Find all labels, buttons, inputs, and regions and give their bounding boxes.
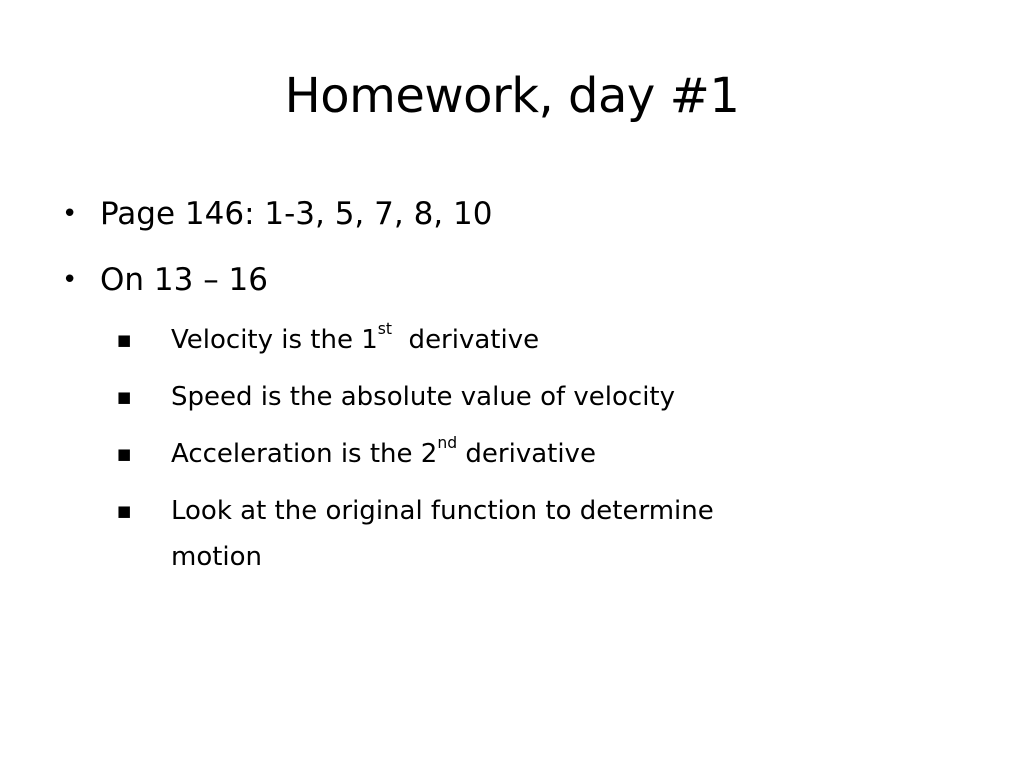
superscript: nd — [437, 434, 458, 453]
sub-bullet-text — [171, 317, 871, 363]
bullet-text: Page 146: 1-3, 5, 7, 8, 10 — [100, 196, 493, 232]
bullet-dot-icon: • — [62, 265, 78, 295]
text-part: derivative — [457, 439, 596, 469]
square-bullet-icon: ■ — [117, 331, 132, 349]
sub-bullet-text — [171, 488, 871, 580]
superscript: st — [377, 320, 393, 339]
slide-title: Homework, day #1 — [284, 68, 740, 124]
bullet-text: On 13 – 16 — [100, 262, 269, 298]
square-bullet-icon: ■ — [117, 445, 132, 463]
bullet-item — [62, 194, 492, 234]
bullet-item — [62, 260, 268, 300]
text-part: Acceleration is the 2 — [171, 439, 438, 469]
text-line: Look at the original function to determine — [171, 496, 714, 526]
square-bullet-icon: ■ — [117, 388, 132, 406]
text-part: derivative — [392, 325, 540, 355]
text-part: Velocity is the 1 — [171, 325, 378, 355]
square-bullet-icon: ■ — [117, 502, 132, 520]
sub-bullet-text — [171, 431, 871, 477]
sub-bullet-text: Speed is the absolute value of velocity — [171, 382, 676, 412]
text-line: motion — [171, 542, 263, 572]
bullet-dot-icon: • — [62, 199, 78, 229]
